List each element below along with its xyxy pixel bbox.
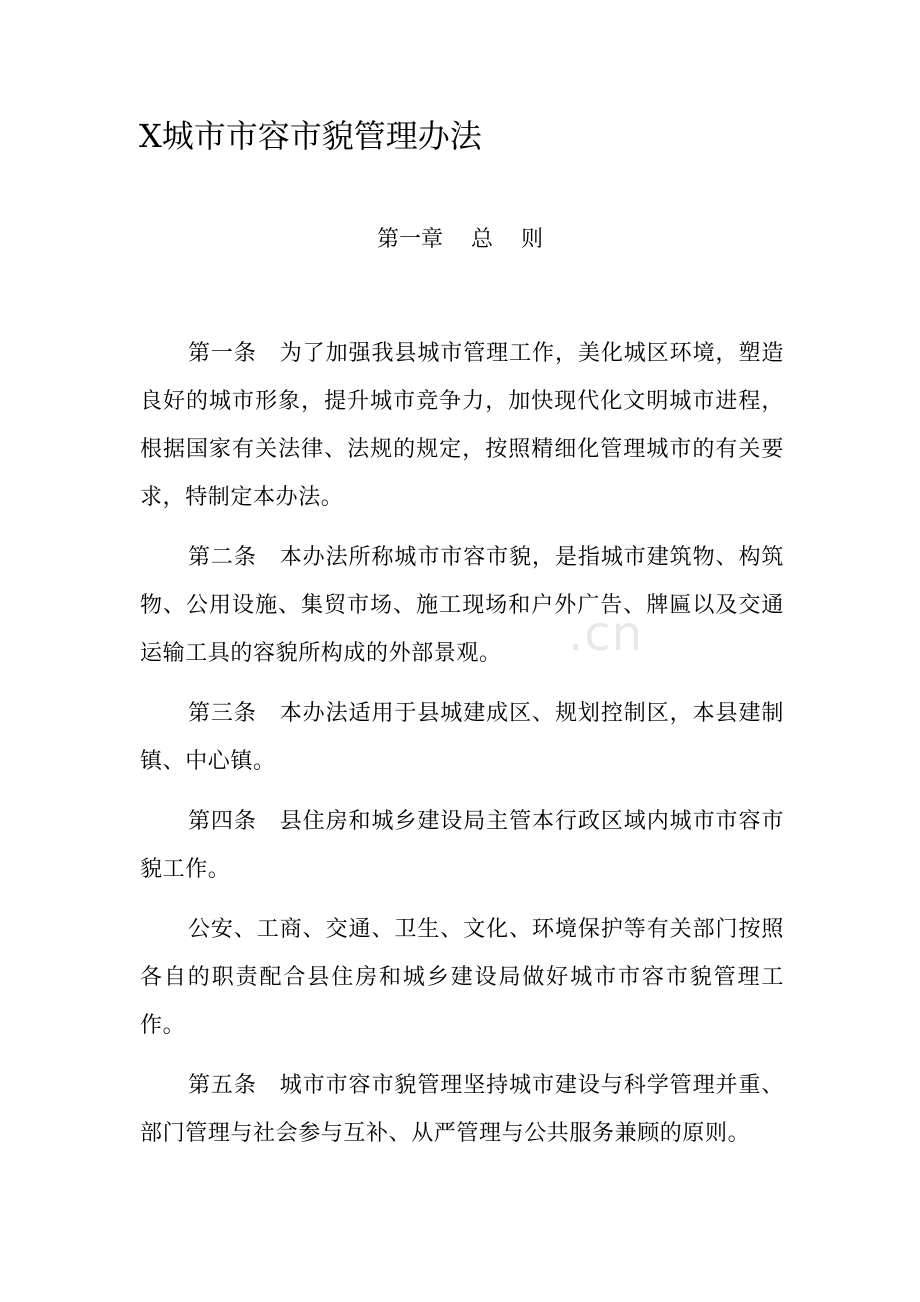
article-number: 第五条: [188, 1073, 257, 1098]
watermark: .cn: [568, 606, 644, 662]
document-body: [140, 330, 784, 1170]
document-title: X城市市容市貌管理办法: [139, 117, 482, 155]
article-2: [140, 534, 784, 678]
article-1: [140, 330, 784, 522]
article-text: 县住房和城乡建设局主管本行政区域内城市市容市貌工作。: [140, 809, 784, 882]
article-4: [140, 798, 784, 894]
article-text: 本办法适用于县城建成区、规划控制区，本县建制镇、中心镇。: [140, 701, 784, 774]
article-5: [140, 1062, 784, 1158]
article-text: 公安、工商、交通、卫生、文化、环境保护等有关部门按照各自的职责配合县住房和城乡建设局做好城市市容市貌管理工作。: [140, 917, 784, 1038]
article-text: 本办法所称城市市容市貌，是指城市建筑物、构筑物、公用设施、集贸市场、施工现场和户外广告、牌匾以及交通运输工具的容貌所构成的外部景观。: [140, 545, 784, 666]
article-3: [140, 690, 784, 786]
chapter-heading: 第一章 总 则: [377, 227, 543, 252]
article-4-paragraph-2: [140, 906, 784, 1050]
article-number: 第一条: [188, 341, 257, 366]
article-text: 为了加强我县城市管理工作，美化城区环境，塑造良好的城市形象，提升城市竞争力，加快现代化文明城市进程，根据国家有关法律、法规的规定，按照精细化管理城市的有关要求，特制定本办法。: [140, 341, 784, 510]
article-text: 城市市容市貌管理坚持城市建设与科学管理并重、部门管理与社会参与互补、从严管理与公共服务兼顾的原则。: [140, 1073, 784, 1146]
article-number: 第四条: [188, 809, 257, 834]
article-number: 第二条: [188, 545, 257, 570]
article-number: 第三条: [188, 701, 257, 726]
